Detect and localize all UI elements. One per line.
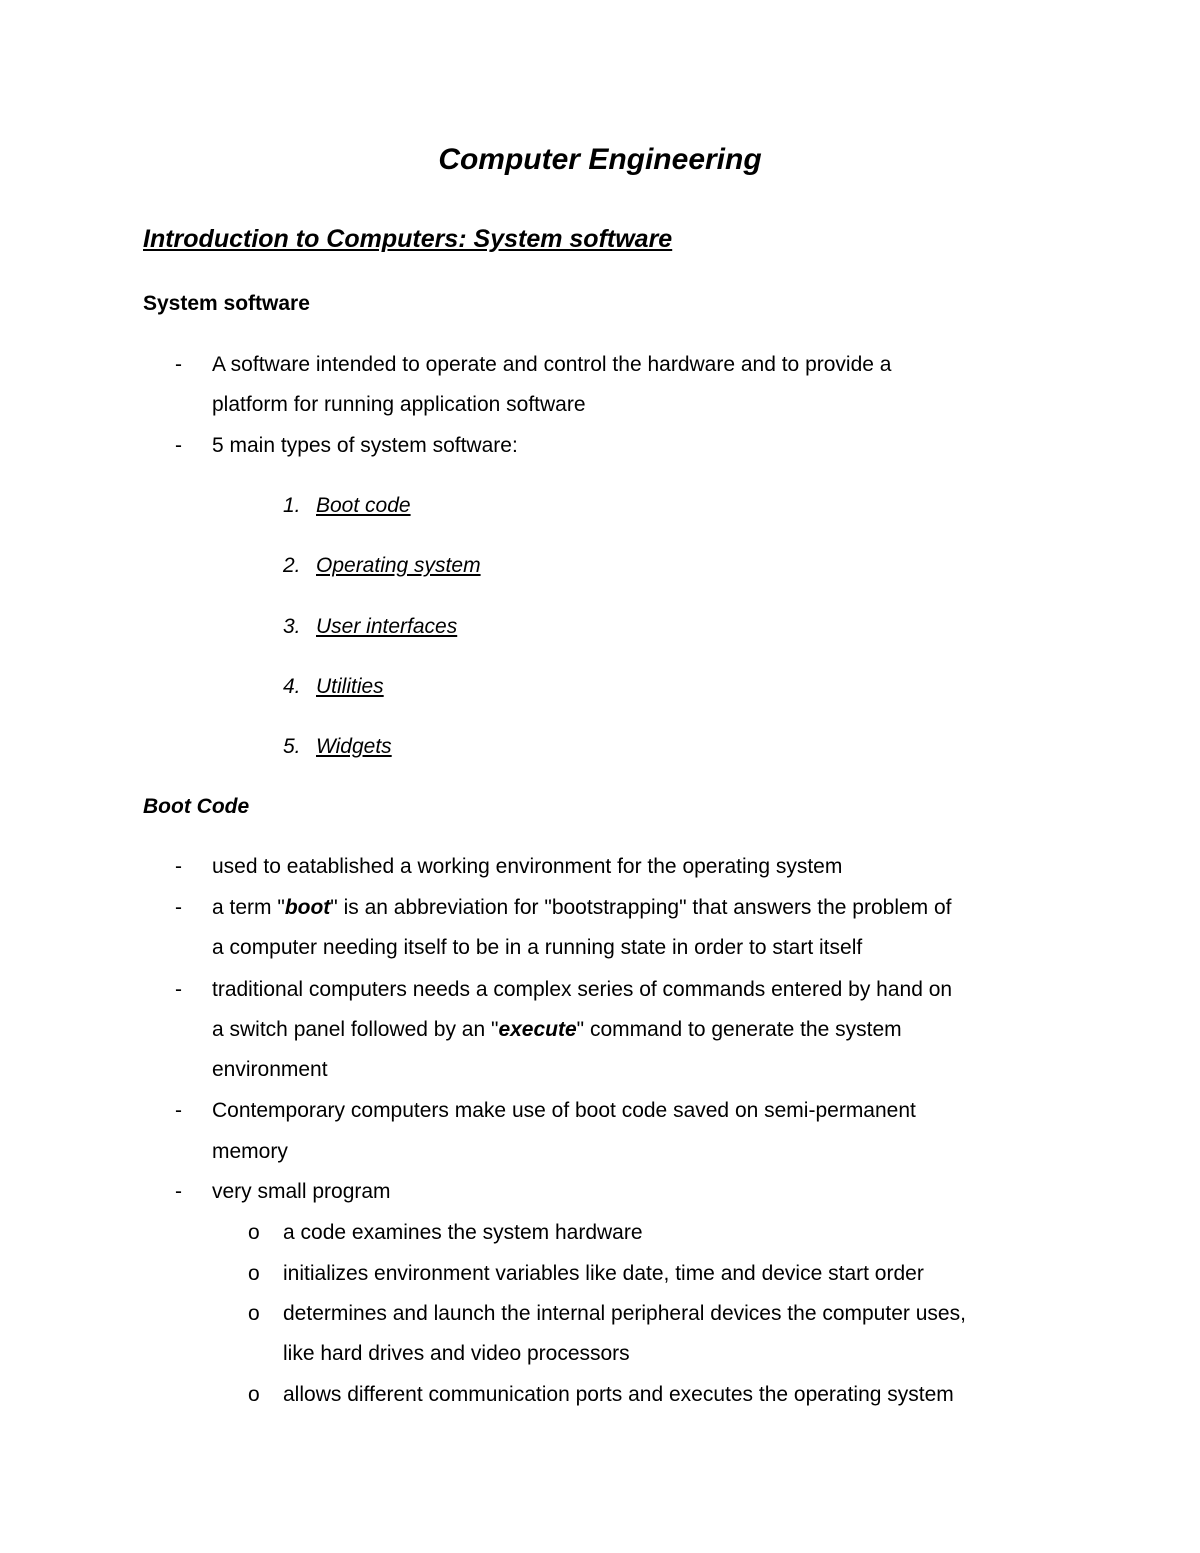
section-heading-system-software: System software bbox=[143, 292, 310, 315]
bullet-dash: - bbox=[175, 896, 182, 919]
bullet-text: used to eatablished a working environment for the operating system bbox=[212, 855, 843, 878]
bullet-dash: - bbox=[175, 1099, 182, 1122]
sub-bullet-marker: o bbox=[248, 1221, 260, 1244]
section-heading-boot-code: Boot Code bbox=[143, 795, 250, 818]
bullet-dash: - bbox=[175, 855, 182, 878]
link-boot-code[interactable]: Boot code bbox=[316, 494, 411, 517]
sub-bullet-marker: o bbox=[248, 1383, 260, 1406]
list-number: 1. bbox=[283, 494, 301, 517]
sub-bullet-text: determines and launch the internal peripheral devices the computer uses, bbox=[283, 1302, 966, 1325]
list-number: 5. bbox=[283, 735, 301, 758]
text-run: a switch panel followed by an " bbox=[212, 1018, 499, 1041]
sub-bullet-marker: o bbox=[248, 1302, 260, 1325]
link-user-interfaces[interactable]: User interfaces bbox=[316, 615, 458, 638]
list-number: 3. bbox=[283, 615, 301, 638]
bullet-dash: - bbox=[175, 434, 182, 457]
bullet-text-continued: platform for running application software bbox=[212, 393, 586, 416]
bullet-dash: - bbox=[175, 353, 182, 376]
emphasis-execute: execute bbox=[498, 1018, 577, 1041]
bullet-dash: - bbox=[175, 1180, 182, 1203]
bullet-text-continued: a computer needing itself to be in a running state in order to start itself bbox=[212, 936, 863, 959]
link-utilities[interactable]: Utilities bbox=[316, 675, 384, 698]
sub-bullet-text: a code examines the system hardware bbox=[283, 1221, 643, 1244]
text-run: " command to generate the system bbox=[576, 1018, 902, 1041]
bullet-text-continued: environment bbox=[212, 1058, 328, 1081]
link-widgets[interactable]: Widgets bbox=[316, 735, 392, 758]
bullet-text bbox=[212, 893, 952, 923]
sub-bullet-text-continued: like hard drives and video processors bbox=[283, 1342, 630, 1365]
text-run: a term " bbox=[212, 896, 285, 919]
list-number: 2. bbox=[283, 554, 301, 577]
emphasis-boot: boot bbox=[284, 896, 331, 919]
document-subtitle: Introduction to Computers: System software bbox=[143, 225, 673, 253]
bullet-text: Contemporary computers make use of boot code saved on semi-permanent bbox=[212, 1099, 916, 1122]
document-title: Computer Engineering bbox=[438, 143, 762, 176]
link-operating-system[interactable]: Operating system bbox=[316, 554, 481, 577]
list-number: 4. bbox=[283, 675, 301, 698]
bullet-text: traditional computers needs a complex series of commands entered by hand on bbox=[212, 978, 953, 1001]
sub-bullet-text: initializes environment variables like date, time and device start order bbox=[283, 1262, 924, 1285]
bullet-text: very small program bbox=[212, 1180, 391, 1203]
bullet-text-continued bbox=[212, 1015, 902, 1045]
sub-bullet-marker: o bbox=[248, 1262, 260, 1285]
bullet-text: 5 main types of system software: bbox=[212, 434, 518, 457]
bullet-dash: - bbox=[175, 978, 182, 1001]
bullet-text: A software intended to operate and control the hardware and to provide a bbox=[212, 353, 892, 376]
sub-bullet-text: allows different communication ports and executes the operating system bbox=[283, 1383, 954, 1406]
text-run: " is an abbreviation for "bootstrapping" that answers the problem of bbox=[330, 896, 952, 919]
bullet-text-continued: memory bbox=[212, 1140, 288, 1163]
